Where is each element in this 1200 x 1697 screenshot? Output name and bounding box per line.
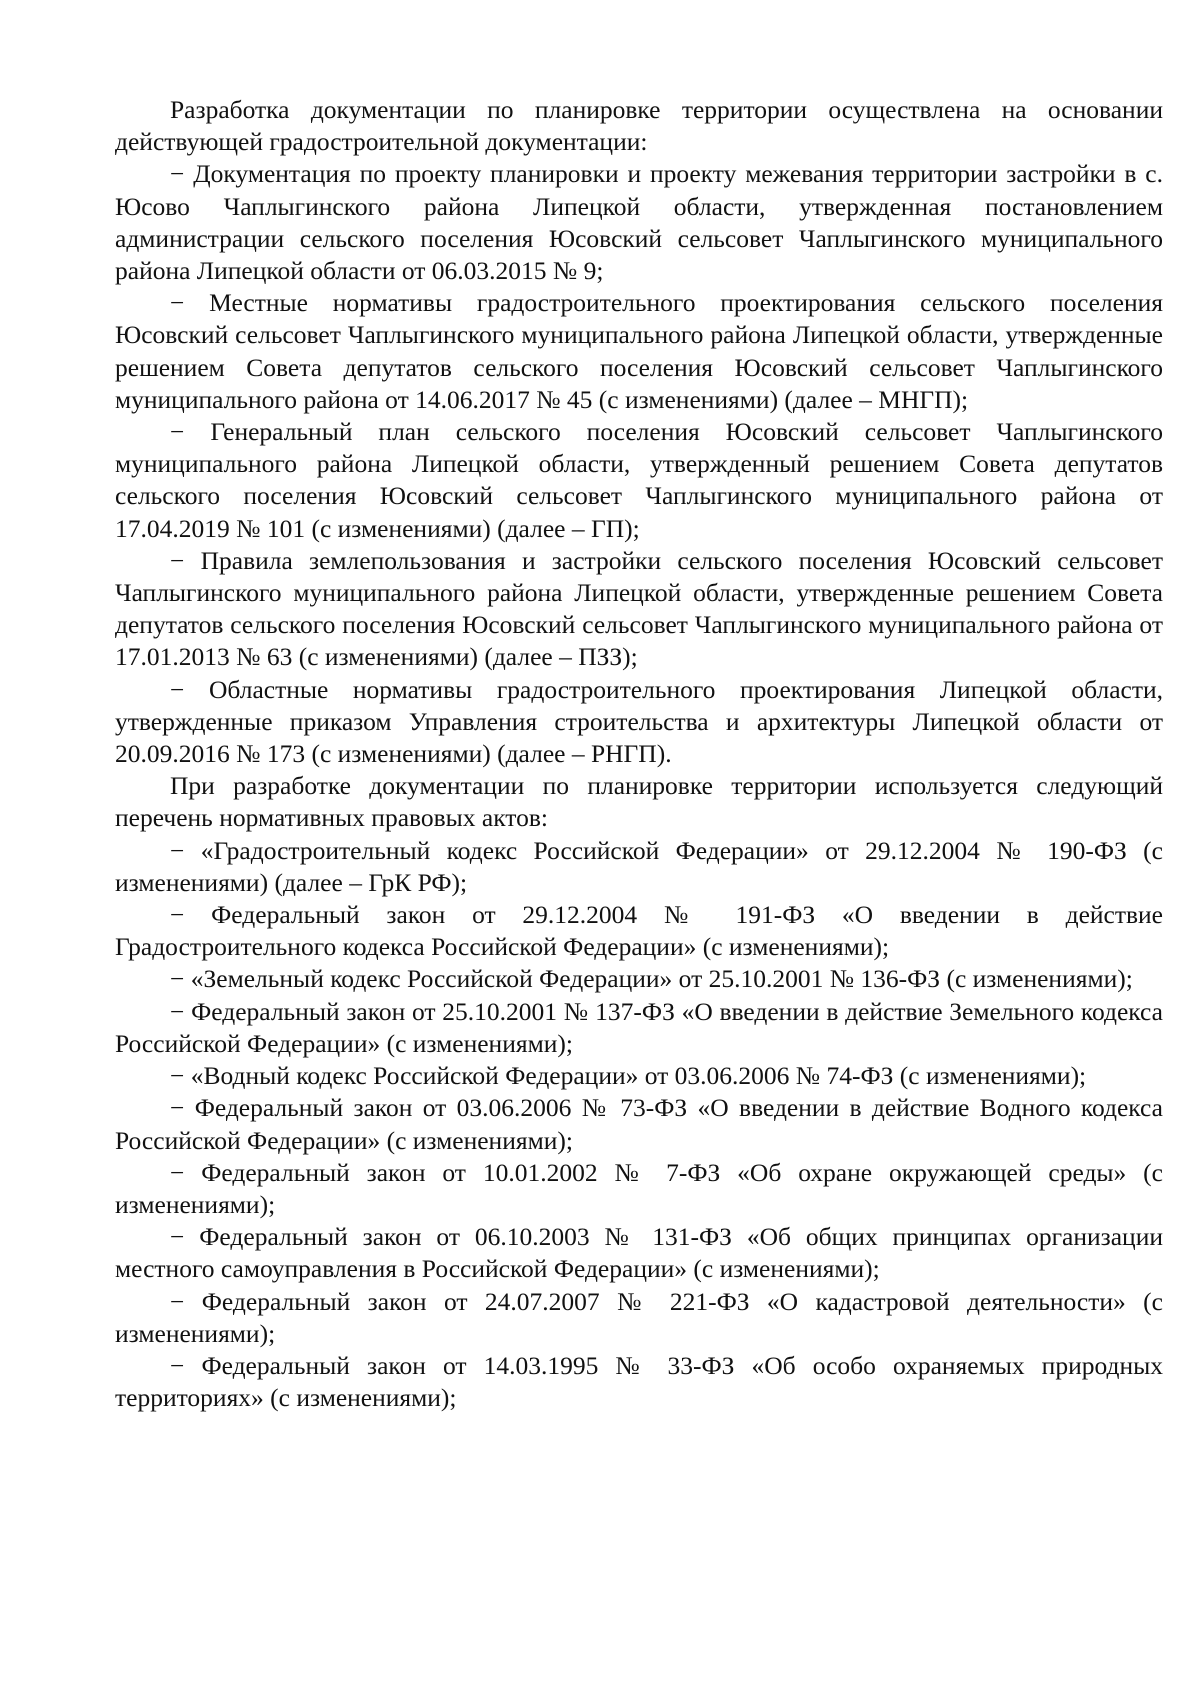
legal-acts-intro-paragraph: При разработке документации по планировке территории используется следующий перечень нормативных правовых актов: xyxy=(115,771,1163,833)
list-item-grk-rf: − «Градостроительный кодекс Российской Федерации» от 29.12.2004 № 190-ФЗ (с изменениями) (далее – ГрК РФ); xyxy=(115,835,1163,897)
document-page xyxy=(115,94,1163,1414)
list-item-land-code: − «Земельный кодекс Российской Федерации» от 25.10.2001 № 136-ФЗ (с изменениями); xyxy=(170,964,1133,994)
list-item-rngp: − Областные нормативы градостроительного проектирования Липецкой области, утвержденные приказом Управления строительства и архитектуры Липецкой области от 20.09.2016 № 173 (с изменениями) (далее – РНГП). xyxy=(115,674,1163,769)
list-item-law-191: − Федеральный закон от 29.12.2004 № 191-ФЗ «О введении в действие Градостроительного кодекса Российской Федерации» (с изменениями); xyxy=(115,900,1163,962)
list-item-law-33: − Федеральный закон от 14.03.1995 № 33-ФЗ «Об особо охраняемых природных территориях» (с изменениями); xyxy=(115,1350,1163,1413)
list-item-law-7: − Федеральный закон от 10.01.2002 № 7-ФЗ «Об охране окружающей среды» (с изменениями); xyxy=(115,1157,1163,1219)
list-item-water-code: − «Водный кодекс Российской Федерации» от 03.06.2006 № 74-ФЗ (с изменениями); xyxy=(170,1061,1087,1091)
list-item-planning-project: − Документация по проекту планировки и проекту межевания территории застройки в с. Юсово Чаплыгинского района Липецкой области, утвержденная постановлением администрации сельского поселения Юсовский сельсовет Чаплыгинского муниципального района Липецкой области от 06.03.2015 № 9; xyxy=(115,159,1163,286)
list-item-law-137: − Федеральный закон от 25.10.2001 № 137-ФЗ «О введении в действие Земельного кодекса Российской Федерации» (с изменениями); xyxy=(115,996,1163,1058)
list-item-law-73: − Федеральный закон от 03.06.2006 № 73-ФЗ «О введении в действие Водного кодекса Российской Федерации» (с изменениями); xyxy=(115,1093,1163,1155)
intro-paragraph: Разработка документации по планировке территории осуществлена на основании действующей градостроительной документации: xyxy=(115,95,1163,157)
list-item-mngp: − Местные нормативы градостроительного проектирования сельского поселения Юсовский сельсовет Чаплыгинского муниципального района Липецкой области, утвержденные решением Совета депутатов сельского поселения Юсовский сельсовет Чаплыгинского муниципального района от 14.06.2017 № 45 (с изменениями) (далее – МНГП); xyxy=(115,288,1163,414)
list-item-law-131: − Федеральный закон от 06.10.2003 № 131-ФЗ «Об общих принципах организации местного самоуправления в Российской Федерации» (с изменениями); xyxy=(115,1222,1163,1284)
list-item-law-221: − Федеральный закон от 24.07.2007 № 221-ФЗ «О кадастровой деятельности» (с изменениями); xyxy=(115,1286,1163,1348)
list-item-pzz: − Правила землепользования и застройки сельского поселения Юсовский сельсовет Чаплыгинского муниципального района Липецкой области, утвержденные решением Совета депутатов сельского поселения Юсовский сельсовет Чаплыгинского муниципального района от 17.01.2013 № 63 (с изменениями) (далее – ПЗЗ); xyxy=(115,545,1163,672)
list-item-general-plan: − Генеральный план сельского поселения Юсовский сельсовет Чаплыгинского муниципального района Липецкой области, утвержденный решением Совета депутатов сельского поселения Юсовский сельсовет Чаплыгинского муниципального района от 17.04.2019 № 101 (с изменениями) (далее – ГП); xyxy=(115,417,1163,543)
